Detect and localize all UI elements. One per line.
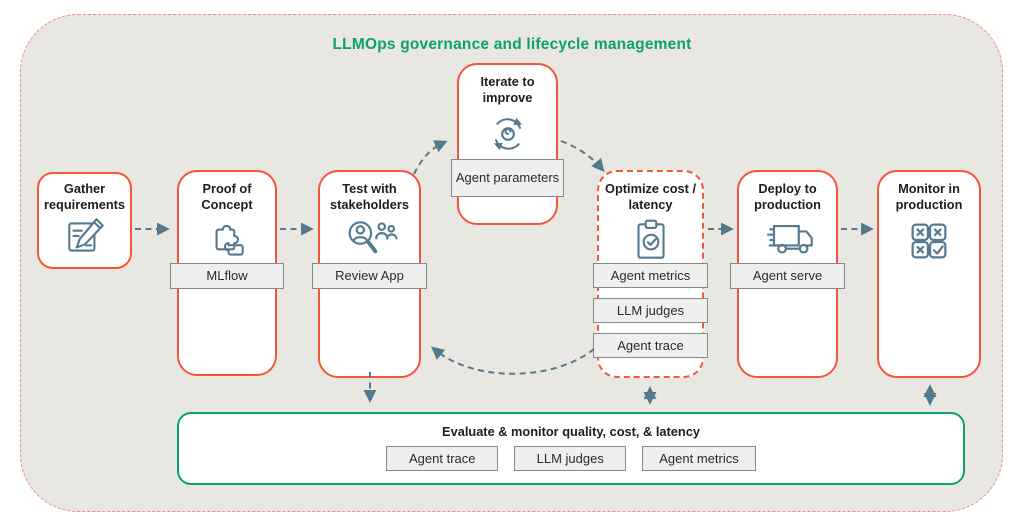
- stage-monitor-in-production: [877, 170, 981, 378]
- refresh-cycle-icon: [459, 110, 556, 163]
- chip-agent-parameters: Agent parameters: [451, 159, 564, 197]
- diagram-title: LLMOps governance and lifecycle management: [332, 36, 692, 53]
- chip-agent-trace: Agent trace: [593, 333, 708, 358]
- grid-check-icon: [879, 217, 979, 270]
- stage-label: Monitor in production: [895, 181, 963, 212]
- chip-review-app: Review App: [312, 263, 427, 289]
- stage-label: Deploy to production: [754, 181, 821, 212]
- chip-mlflow: MLflow: [170, 263, 284, 289]
- evaluation-bar-chips: [179, 446, 963, 471]
- magnifier-people-icon: [320, 217, 419, 267]
- chip-agent-metrics: Agent metrics: [642, 446, 755, 471]
- stage-label: Iterate to improve: [480, 74, 535, 105]
- chip-agent-metrics: Agent metrics: [593, 263, 708, 288]
- stage-label: Test with stakeholders: [330, 181, 409, 212]
- chip-llm-judges: LLM judges: [514, 446, 626, 471]
- truck-icon: [739, 217, 836, 266]
- pencil-document-icon: [39, 214, 130, 265]
- chip-agent-trace: Agent trace: [386, 446, 498, 471]
- evaluation-bar: [177, 412, 965, 485]
- stage-label: Proof of Concept: [201, 181, 253, 212]
- stage-iterate-to-improve: [457, 63, 558, 225]
- chip-agent-serve: Agent serve: [730, 263, 845, 289]
- stage-gather-requirements: [37, 172, 132, 269]
- stage-label: Optimize cost / latency: [604, 181, 696, 212]
- stage-label: Gather requirements: [43, 181, 126, 212]
- chip-llm-judges: LLM judges: [593, 298, 708, 323]
- evaluation-bar-title: Evaluate & monitor quality, cost, & latency: [442, 424, 700, 439]
